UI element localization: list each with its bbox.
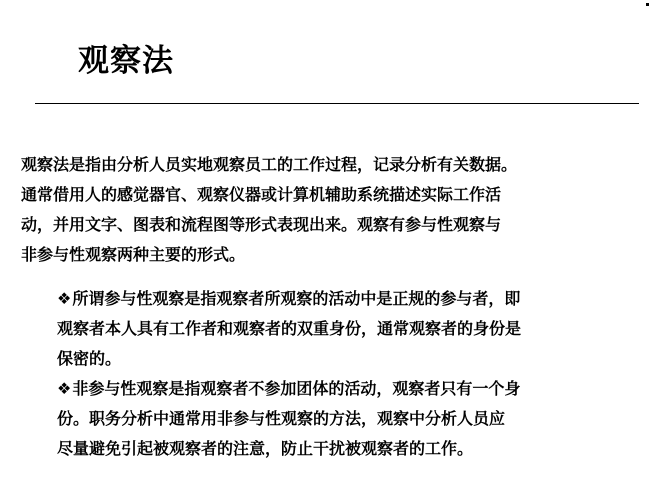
bullet-participant-observation [57,284,647,374]
bullet-line: 观察者本人具有工作者和观察者的双重身份，通常观察者的身份是 [57,319,522,338]
bullet-line: 尽量避免引起被观察者的注意，防止干扰被观察者的工作。 [57,439,474,458]
paragraph-line: 通常借用人的感觉器官、观察仪器或计算机辅助系统描述实际工作活 [21,185,502,204]
paragraph-line: 非参与性观察两种主要的形式。 [21,245,246,264]
title-divider [35,103,639,104]
paragraph-line: 动，并用文字、图表和流程图等形式表现出来。观察有参与性观察与 [21,215,502,234]
bullet-line: 保密的。 [57,349,122,368]
paragraph-line: 观察法是指由分析人员实地观察员工的工作过程，记录分析有关数据。 [21,155,518,174]
slide-title: 观察法 [78,43,174,79]
intro-paragraph [21,150,641,270]
bullet-line [57,374,647,404]
corner-dot [646,3,649,6]
bullet-text: 所谓参与性观察是指观察者所观察的活动中是正规的参与者，即 [72,289,521,308]
diamond-bullet-icon: ❖ [57,289,72,308]
bullet-line: 份。职务分析中通常用非参与性观察的方法，观察中分析人员应 [57,409,506,428]
bullet-nonparticipant-observation [57,374,647,464]
bullet-text: 非参与性观察是指观察者不参加团体的活动，观察者只有一个身 [72,379,521,398]
bullet-list [57,284,647,464]
diamond-bullet-icon: ❖ [57,379,72,398]
bullet-line [57,284,647,314]
